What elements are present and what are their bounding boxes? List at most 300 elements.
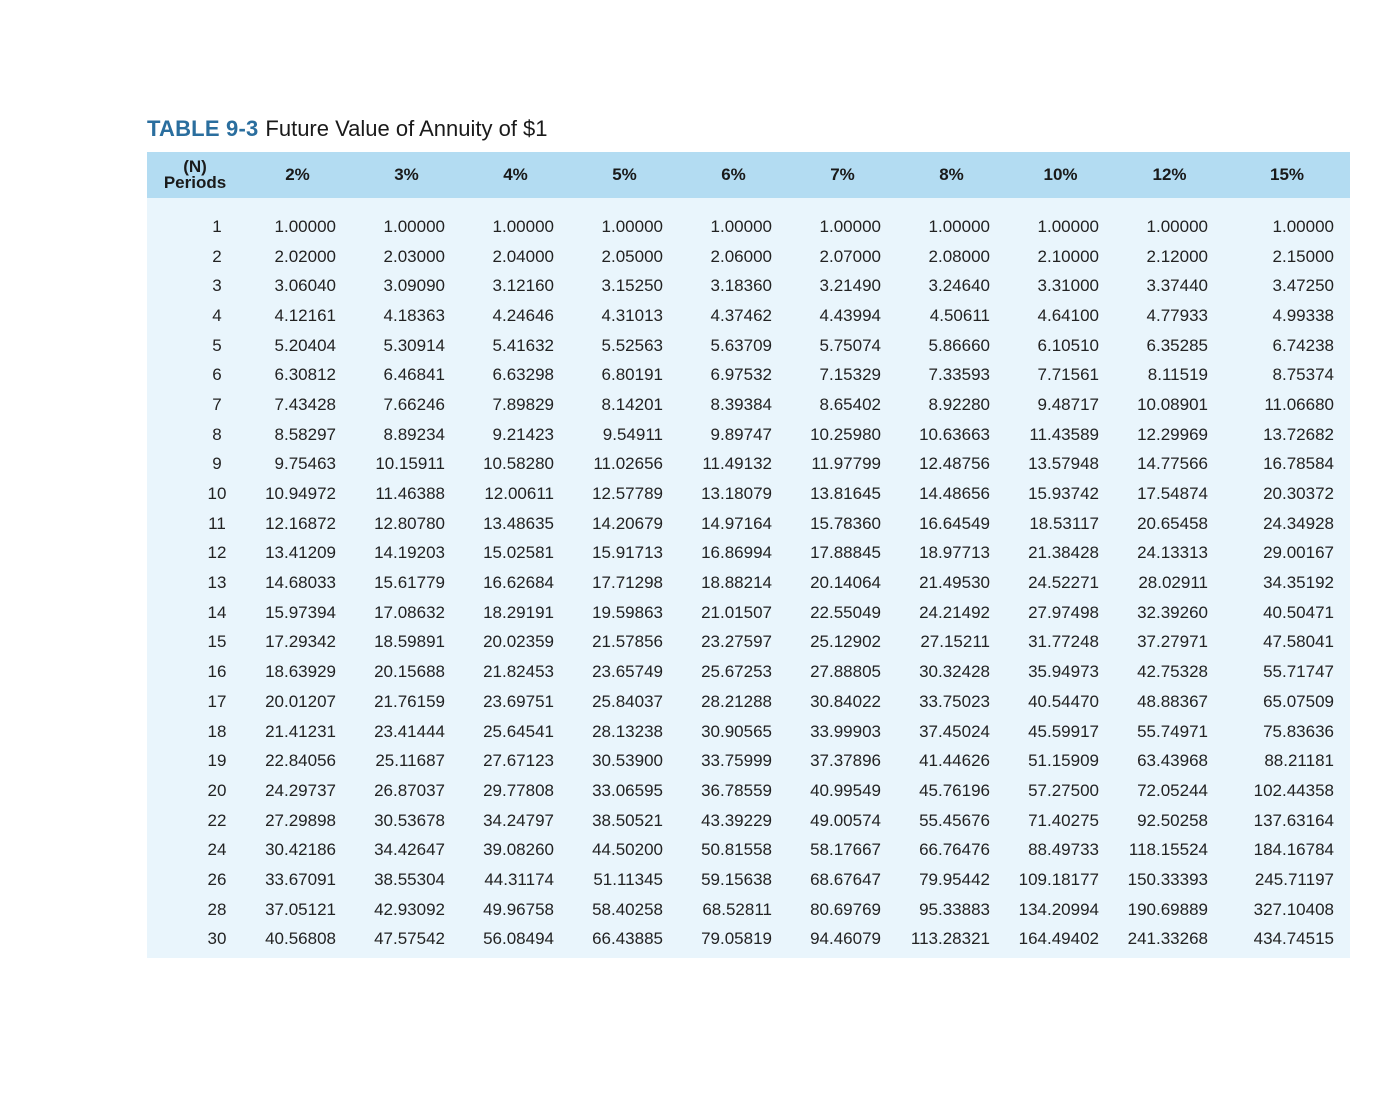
value-cell: 4.64100 (1037, 305, 1099, 325)
value-cell: 37.37896 (810, 751, 881, 771)
value-cell: 28.13238 (592, 721, 663, 741)
value-cell: 58.17667 (810, 840, 881, 860)
value-cell: 47.58041 (1263, 632, 1334, 652)
table-number-label: TABLE 9-3 (147, 116, 259, 141)
table-caption (147, 114, 548, 144)
value-cell: 13.81645 (810, 484, 881, 504)
value-cell: 30.42186 (265, 840, 336, 860)
value-cell: 2.10000 (1037, 246, 1099, 266)
value-cell: 4.99338 (1272, 305, 1334, 325)
value-cell: 56.08494 (483, 929, 554, 949)
period-cell: 20 (207, 780, 227, 800)
value-cell: 1.00000 (274, 216, 336, 236)
value-cell: 51.15909 (1028, 751, 1099, 771)
value-cell: 22.55049 (810, 602, 881, 622)
table-body (147, 198, 1350, 958)
value-cell: 1.00000 (710, 216, 772, 236)
value-cell: 11.06680 (1264, 394, 1334, 414)
value-cell: 72.05244 (1137, 780, 1208, 800)
value-cell: 118.15524 (1128, 840, 1208, 860)
value-cell: 4.77933 (1146, 305, 1208, 325)
period-cell: 10 (207, 484, 227, 504)
value-cell: 63.43968 (1137, 751, 1208, 771)
value-cell: 3.31000 (1037, 276, 1099, 296)
value-cell: 18.97713 (919, 543, 990, 563)
value-cell: 23.41444 (374, 721, 445, 741)
value-cell: 27.15211 (920, 632, 990, 652)
value-cell: 45.59917 (1028, 721, 1099, 741)
value-cell: 434.74515 (1253, 929, 1334, 949)
value-cell: 58.40258 (592, 899, 663, 919)
value-cell: 66.43885 (592, 929, 663, 949)
rate-column-header: 8% (897, 152, 1006, 198)
table-row (147, 390, 1350, 420)
value-cell: 4.50611 (929, 305, 990, 325)
value-cell: 21.41231 (265, 721, 336, 741)
value-cell: 28.02911 (1138, 573, 1208, 593)
value-cell: 12.16872 (265, 513, 336, 533)
value-cell: 55.45676 (919, 810, 990, 830)
value-cell: 24.13313 (1137, 543, 1208, 563)
value-cell: 37.05121 (265, 899, 336, 919)
value-cell: 15.93742 (1028, 484, 1099, 504)
value-cell: 15.91713 (592, 543, 663, 563)
value-cell: 44.50200 (592, 840, 663, 860)
value-cell: 6.74238 (1272, 335, 1334, 355)
value-cell: 241.33268 (1127, 929, 1208, 949)
value-cell: 184.16784 (1253, 840, 1334, 860)
value-cell: 10.58280 (483, 454, 554, 474)
value-cell: 10.94972 (265, 484, 336, 504)
value-cell: 10.63663 (919, 424, 990, 444)
value-cell: 5.41632 (492, 335, 554, 355)
value-cell: 51.11345 (593, 869, 663, 889)
value-cell: 48.88367 (1137, 691, 1208, 711)
table-row (147, 687, 1350, 717)
value-cell: 71.40275 (1028, 810, 1099, 830)
value-cell: 10.25980 (810, 424, 881, 444)
value-cell: 2.07000 (819, 246, 881, 266)
value-cell: 8.58297 (274, 424, 336, 444)
period-cell: 3 (212, 276, 222, 296)
value-cell: 23.65749 (592, 662, 663, 682)
value-cell: 59.15638 (701, 869, 772, 889)
value-cell: 4.31013 (601, 305, 663, 325)
periods-header-n: (N) (183, 157, 207, 176)
value-cell: 4.18363 (383, 305, 445, 325)
value-cell: 3.06040 (274, 276, 336, 296)
period-cell: 30 (207, 929, 227, 949)
value-cell: 20.30372 (1263, 484, 1334, 504)
table-row (147, 835, 1350, 865)
value-cell: 34.24797 (483, 810, 554, 830)
value-cell: 26.87037 (374, 780, 445, 800)
value-cell: 49.00574 (810, 810, 881, 830)
period-cell: 6 (212, 365, 222, 385)
table-row (147, 271, 1350, 301)
value-cell: 1.00000 (1272, 216, 1334, 236)
value-cell: 55.74971 (1137, 721, 1208, 741)
period-cell: 28 (207, 899, 227, 919)
rate-column-header: 3% (352, 152, 461, 198)
value-cell: 6.30812 (274, 365, 336, 385)
value-cell: 24.29737 (265, 780, 336, 800)
value-cell: 29.77808 (483, 780, 554, 800)
value-cell: 1.00000 (819, 216, 881, 236)
value-cell: 1.00000 (1037, 216, 1099, 236)
value-cell: 19.59863 (592, 602, 663, 622)
value-cell: 2.04000 (492, 246, 554, 266)
value-cell: 3.15250 (601, 276, 663, 296)
value-cell: 24.34928 (1263, 513, 1334, 533)
value-cell: 49.96758 (483, 899, 554, 919)
value-cell: 14.20679 (592, 513, 663, 533)
value-cell: 7.71561 (1037, 365, 1099, 385)
table-row (147, 776, 1350, 806)
value-cell: 16.64549 (919, 513, 990, 533)
value-cell: 18.59891 (374, 632, 445, 652)
value-cell: 25.12902 (810, 632, 881, 652)
value-cell: 88.21181 (1264, 751, 1334, 771)
table-title: Future Value of Annuity of $1 (265, 116, 548, 141)
value-cell: 79.95442 (919, 869, 990, 889)
value-cell: 22.84056 (265, 751, 336, 771)
value-cell: 3.21490 (819, 276, 881, 296)
value-cell: 21.76159 (374, 691, 445, 711)
rate-column-header: 10% (1006, 152, 1115, 198)
value-cell: 21.57856 (592, 632, 663, 652)
value-cell: 40.54470 (1028, 691, 1099, 711)
value-cell: 4.12161 (274, 305, 336, 325)
value-cell: 3.12160 (492, 276, 554, 296)
value-cell: 41.44626 (919, 751, 990, 771)
value-cell: 30.84022 (810, 691, 881, 711)
table-row (147, 925, 1350, 959)
value-cell: 16.78584 (1263, 454, 1334, 474)
value-cell: 150.33393 (1127, 869, 1208, 889)
value-cell: 25.67253 (701, 662, 772, 682)
table-row (147, 509, 1350, 539)
table-row (147, 657, 1350, 687)
value-cell: 1.00000 (383, 216, 445, 236)
rate-column-header: 15% (1224, 152, 1350, 198)
value-cell: 36.78559 (701, 780, 772, 800)
value-cell: 27.67123 (483, 751, 554, 771)
value-cell: 43.39229 (701, 810, 772, 830)
value-cell: 8.75374 (1272, 365, 1334, 385)
value-cell: 44.31174 (484, 869, 554, 889)
value-cell: 12.29969 (1137, 424, 1208, 444)
value-cell: 88.49733 (1028, 840, 1099, 860)
table-row (147, 331, 1350, 361)
table-row (147, 865, 1350, 895)
value-cell: 20.65458 (1137, 513, 1208, 533)
value-cell: 7.66246 (383, 394, 445, 414)
value-cell: 33.75999 (701, 751, 772, 771)
value-cell: 24.52271 (1028, 573, 1099, 593)
value-cell: 39.08260 (483, 840, 554, 860)
period-cell: 5 (212, 335, 222, 355)
value-cell: 38.50521 (592, 810, 663, 830)
value-cell: 17.71298 (592, 573, 663, 593)
value-cell: 42.93092 (374, 899, 445, 919)
value-cell: 5.86660 (928, 335, 990, 355)
period-cell: 22 (207, 810, 227, 830)
value-cell: 1.00000 (601, 216, 663, 236)
table-row (147, 806, 1350, 836)
value-cell: 2.06000 (710, 246, 772, 266)
value-cell: 29.00167 (1263, 543, 1334, 563)
value-cell: 2.03000 (383, 246, 445, 266)
value-cell: 40.56808 (265, 929, 336, 949)
value-cell: 7.89829 (492, 394, 554, 414)
period-cell: 24 (207, 840, 227, 860)
value-cell: 25.84037 (592, 691, 663, 711)
header-row (147, 152, 1350, 198)
value-cell: 45.76196 (919, 780, 990, 800)
value-cell: 33.99903 (810, 721, 881, 741)
value-cell: 1.00000 (928, 216, 990, 236)
value-cell: 4.24646 (492, 305, 554, 325)
value-cell: 4.43994 (819, 305, 881, 325)
value-cell: 8.11519 (1147, 365, 1208, 385)
value-cell: 8.89234 (383, 424, 445, 444)
value-cell: 102.44358 (1253, 780, 1334, 800)
period-cell: 12 (207, 543, 227, 563)
rate-column-header: 5% (570, 152, 679, 198)
value-cell: 164.49402 (1018, 929, 1099, 949)
value-cell: 17.08632 (374, 602, 445, 622)
value-cell: 40.50471 (1263, 602, 1334, 622)
value-cell: 20.01207 (265, 691, 336, 711)
value-cell: 11.46388 (375, 484, 445, 504)
table-row (147, 242, 1350, 272)
value-cell: 30.53900 (592, 751, 663, 771)
value-cell: 9.75463 (274, 454, 336, 474)
value-cell: 4.37462 (710, 305, 772, 325)
period-cell: 9 (212, 454, 222, 474)
value-cell: 9.54911 (602, 424, 663, 444)
table-row (147, 420, 1350, 450)
value-cell: 21.01507 (701, 602, 772, 622)
value-cell: 18.63929 (265, 662, 336, 682)
value-cell: 5.63709 (710, 335, 772, 355)
value-cell: 8.92280 (928, 394, 990, 414)
table-row (147, 479, 1350, 509)
table-row (147, 539, 1350, 569)
value-cell: 1.00000 (1146, 216, 1208, 236)
value-cell: 10.15911 (375, 454, 445, 474)
table-row (147, 746, 1350, 776)
value-cell: 12.48756 (919, 454, 990, 474)
value-cell: 50.81558 (701, 840, 772, 860)
table-row (147, 450, 1350, 480)
table-row (147, 360, 1350, 390)
value-cell: 15.61779 (374, 573, 445, 593)
rate-column-header: 12% (1115, 152, 1224, 198)
value-cell: 27.29898 (265, 810, 336, 830)
value-cell: 18.53117 (1029, 513, 1099, 533)
value-cell: 1.00000 (492, 216, 554, 236)
value-cell: 6.35285 (1146, 335, 1208, 355)
rate-column-header: 4% (461, 152, 570, 198)
value-cell: 17.88845 (810, 543, 881, 563)
value-cell: 6.46841 (383, 365, 445, 385)
value-cell: 30.53678 (374, 810, 445, 830)
value-cell: 38.55304 (374, 869, 445, 889)
value-cell: 27.97498 (1028, 602, 1099, 622)
value-cell: 7.43428 (274, 394, 336, 414)
value-cell: 6.10510 (1037, 335, 1099, 355)
value-cell: 2.12000 (1146, 246, 1208, 266)
period-cell: 14 (207, 602, 227, 622)
value-cell: 134.20994 (1018, 899, 1099, 919)
value-cell: 3.09090 (383, 276, 445, 296)
value-cell: 25.11687 (375, 751, 445, 771)
value-cell: 2.15000 (1272, 246, 1334, 266)
value-cell: 5.75074 (819, 335, 881, 355)
value-cell: 37.45024 (919, 721, 990, 741)
value-cell: 30.90565 (701, 721, 772, 741)
period-cell: 13 (207, 573, 227, 593)
value-cell: 13.48635 (483, 513, 554, 533)
value-cell: 95.33883 (919, 899, 990, 919)
value-cell: 21.38428 (1028, 543, 1099, 563)
value-cell: 21.82453 (483, 662, 554, 682)
value-cell: 8.65402 (819, 394, 881, 414)
value-cell: 190.69889 (1127, 899, 1208, 919)
value-cell: 12.00611 (484, 484, 554, 504)
value-cell: 23.27597 (701, 632, 772, 652)
value-cell: 20.02359 (483, 632, 554, 652)
period-cell: 26 (207, 869, 227, 889)
value-cell: 109.18177 (1018, 869, 1099, 889)
value-cell: 42.75328 (1137, 662, 1208, 682)
value-cell: 3.18360 (710, 276, 772, 296)
value-cell: 327.10408 (1253, 899, 1334, 919)
value-cell: 11.02656 (593, 454, 663, 474)
value-cell: 40.99549 (810, 780, 881, 800)
value-cell: 17.29342 (265, 632, 336, 652)
value-cell: 13.18079 (701, 484, 772, 504)
value-cell: 15.97394 (265, 602, 336, 622)
value-cell: 7.33593 (928, 365, 990, 385)
table-row (147, 628, 1350, 658)
value-cell: 20.15688 (374, 662, 445, 682)
value-cell: 3.24640 (928, 276, 990, 296)
value-cell: 27.88805 (810, 662, 881, 682)
value-cell: 21.49530 (919, 573, 990, 593)
value-cell: 66.76476 (919, 840, 990, 860)
value-cell: 30.32428 (919, 662, 990, 682)
period-cell: 11 (208, 513, 226, 533)
value-cell: 11.49132 (702, 454, 772, 474)
value-cell: 245.71197 (1254, 869, 1334, 889)
value-cell: 14.48656 (919, 484, 990, 504)
future-value-annuity-table (147, 152, 1350, 958)
period-cell: 18 (207, 721, 227, 741)
value-cell: 13.41209 (265, 543, 336, 563)
period-cell: 2 (212, 246, 222, 266)
value-cell: 68.52811 (702, 899, 772, 919)
value-cell: 137.63164 (1253, 810, 1334, 830)
value-cell: 2.05000 (601, 246, 663, 266)
value-cell: 15.02581 (483, 543, 554, 563)
table-row (147, 301, 1350, 331)
period-cell: 1 (212, 216, 222, 236)
value-cell: 15.78360 (810, 513, 881, 533)
value-cell: 18.29191 (483, 602, 554, 622)
value-cell: 9.89747 (710, 424, 772, 444)
spacer-cell (147, 198, 1350, 212)
value-cell: 14.68033 (265, 573, 336, 593)
period-cell: 8 (212, 424, 222, 444)
value-cell: 34.42647 (374, 840, 445, 860)
period-cell: 19 (207, 751, 227, 771)
spacer-row (147, 198, 1350, 212)
value-cell: 6.97532 (710, 365, 772, 385)
period-cell: 7 (212, 394, 222, 414)
value-cell: 47.57542 (374, 929, 445, 949)
value-cell: 13.72682 (1263, 424, 1334, 444)
value-cell: 16.62684 (483, 573, 554, 593)
value-cell: 6.80191 (601, 365, 663, 385)
value-cell: 32.39260 (1137, 602, 1208, 622)
value-cell: 68.67647 (810, 869, 881, 889)
value-cell: 20.14064 (810, 573, 881, 593)
value-cell: 28.21288 (701, 691, 772, 711)
table-row (147, 895, 1350, 925)
value-cell: 23.69751 (483, 691, 554, 711)
period-cell: 16 (207, 662, 227, 682)
table-row (147, 212, 1350, 242)
value-cell: 34.35192 (1263, 573, 1334, 593)
value-cell: 2.02000 (274, 246, 336, 266)
value-cell: 75.83636 (1263, 721, 1334, 741)
value-cell: 16.86994 (701, 543, 772, 563)
value-cell: 33.06595 (592, 780, 663, 800)
value-cell: 14.97164 (701, 513, 772, 533)
value-cell: 13.57948 (1028, 454, 1099, 474)
value-cell: 10.08901 (1137, 394, 1208, 414)
value-cell: 33.67091 (265, 869, 336, 889)
value-cell: 3.37440 (1146, 276, 1208, 296)
rate-column-header: 6% (679, 152, 788, 198)
value-cell: 3.47250 (1272, 276, 1334, 296)
value-cell: 24.21492 (919, 602, 990, 622)
value-cell: 65.07509 (1263, 691, 1334, 711)
value-cell: 14.77566 (1137, 454, 1208, 474)
value-cell: 12.57789 (592, 484, 663, 504)
value-cell: 11.97799 (811, 454, 881, 474)
value-cell: 9.48717 (1037, 394, 1099, 414)
period-cell: 17 (207, 691, 227, 711)
value-cell: 8.14201 (601, 394, 663, 414)
value-cell: 18.88214 (701, 573, 772, 593)
value-cell: 35.94973 (1028, 662, 1099, 682)
value-cell: 5.20404 (274, 335, 336, 355)
value-cell: 17.54874 (1137, 484, 1208, 504)
value-cell: 79.05819 (701, 929, 772, 949)
value-cell: 12.80780 (374, 513, 445, 533)
value-cell: 9.21423 (492, 424, 554, 444)
value-cell: 5.30914 (383, 335, 445, 355)
value-cell: 8.39384 (710, 394, 772, 414)
table-row (147, 568, 1350, 598)
value-cell: 6.63298 (492, 365, 554, 385)
periods-header-label: Periods (163, 173, 227, 192)
value-cell: 80.69769 (810, 899, 881, 919)
